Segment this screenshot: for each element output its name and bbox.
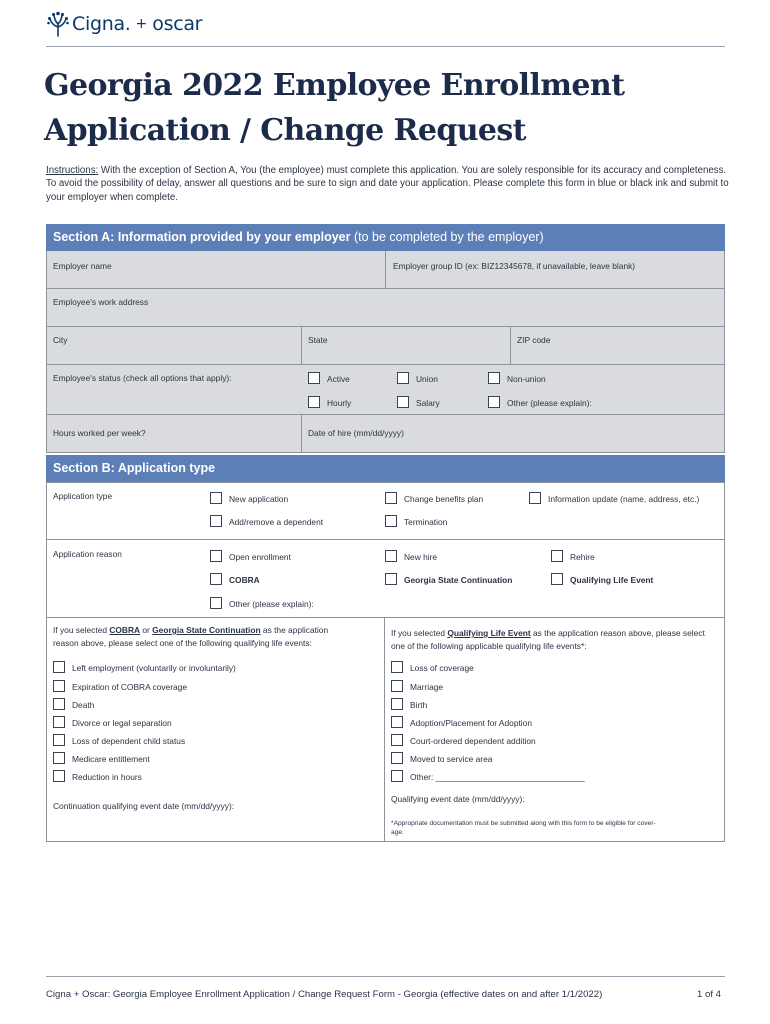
qle-intro-post: as the application reason above, please select xyxy=(530,628,705,638)
open-enrollment-checkbox[interactable] xyxy=(210,550,222,562)
work-address-row xyxy=(47,289,724,327)
add-remove-dependent-label: Add/remove a dependent xyxy=(229,517,324,527)
cobra-expiration-checkbox[interactable] xyxy=(53,680,65,692)
georgia-state-continuation-label: Georgia State Continuation xyxy=(404,575,513,585)
active-checkbox[interactable] xyxy=(308,372,320,384)
divider xyxy=(301,415,302,452)
qle-intro xyxy=(391,627,705,653)
cobra-event-date-field[interactable]: Continuation qualifying event date (mm/dd/yyyy): xyxy=(53,801,235,811)
state-field[interactable]: State xyxy=(308,335,328,345)
cobra-intro-or: or xyxy=(140,625,153,635)
page-title xyxy=(44,63,734,153)
divorce-label: Divorce or legal separation xyxy=(72,718,172,728)
section-b-form xyxy=(46,482,725,842)
change-benefits-label: Change benefits plan xyxy=(404,494,484,504)
new-application-label: New application xyxy=(229,494,289,504)
info-update-label: Information update (name, address, etc.) xyxy=(548,494,700,504)
qualifying-life-event-checkbox[interactable] xyxy=(551,573,563,585)
new-hire-checkbox[interactable] xyxy=(385,550,397,562)
medicare-checkbox[interactable] xyxy=(53,752,65,764)
section-b-header xyxy=(46,455,725,482)
other-reason-label: Other (please explain): xyxy=(229,599,314,609)
active-label: Active xyxy=(327,374,350,384)
cobra-intro-cobra: COBRA xyxy=(109,625,141,635)
georgia-state-continuation-checkbox[interactable] xyxy=(385,573,397,585)
instructions-label: Instructions: xyxy=(46,165,99,176)
city-state-zip-row xyxy=(47,327,724,365)
hire-date-field[interactable]: Date of hire (mm/dd/yyyy) xyxy=(308,428,404,438)
brand-oscar: oscar xyxy=(152,13,203,35)
zip-field[interactable]: ZIP code xyxy=(517,335,551,345)
documentation-note xyxy=(391,819,656,837)
change-benefits-checkbox[interactable] xyxy=(385,492,397,504)
adoption-label: Adoption/Placement for Adoption xyxy=(410,718,532,728)
section-b-title: Section B: Application type xyxy=(53,461,216,475)
left-employment-checkbox[interactable] xyxy=(53,661,65,673)
other-status-label: Other (please explain): xyxy=(507,398,592,408)
divider xyxy=(385,251,386,288)
divider xyxy=(47,539,724,540)
section-a-subtitle: (to be completed by the employer) xyxy=(350,230,544,244)
info-update-checkbox[interactable] xyxy=(529,492,541,504)
qle-intro-qle: Qualifying Life Event xyxy=(447,628,531,638)
salary-checkbox[interactable] xyxy=(397,396,409,408)
cobra-intro-line2: reason above, please select one of the following qualifying life events: xyxy=(53,638,312,648)
divider xyxy=(384,617,385,842)
section-a-title: Section A: Information provided by your employer xyxy=(53,230,351,244)
cobra-expiration-label: Expiration of COBRA coverage xyxy=(72,682,187,692)
loss-of-coverage-label: Loss of coverage xyxy=(410,663,474,673)
moved-service-area-label: Moved to service area xyxy=(410,754,493,764)
section-a-header xyxy=(46,224,725,251)
termination-checkbox[interactable] xyxy=(385,515,397,527)
birth-checkbox[interactable] xyxy=(391,698,403,710)
qle-event-date-field[interactable]: Qualifying event date (mm/dd/yyyy): xyxy=(391,794,525,804)
hours-field[interactable]: Hours worked per week? xyxy=(53,428,146,438)
cobra-label: COBRA xyxy=(229,575,260,585)
qualifying-life-event-label: Qualifying Life Event xyxy=(570,575,654,585)
court-ordered-label: Court-ordered dependent addition xyxy=(410,736,536,746)
loss-dependent-status-checkbox[interactable] xyxy=(53,734,65,746)
footer-text: Cigna + Oscar: Georgia Employee Enrollment Application / Change Request Form - Georgia (effective dates on and after 1/1/2022) xyxy=(46,989,603,1000)
new-application-checkbox[interactable] xyxy=(210,492,222,504)
other-reason-checkbox[interactable] xyxy=(210,597,222,609)
medicare-label: Medicare entitlement xyxy=(72,754,150,764)
note-line-2: age. xyxy=(391,829,404,836)
title-line-2: Application / Change Request xyxy=(44,113,526,148)
brand-cigna: Cigna. xyxy=(72,13,131,35)
marriage-label: Marriage xyxy=(410,682,444,692)
other-status-checkbox[interactable] xyxy=(488,396,500,408)
note-line-1: *Appropriate documentation must be submitted along with this form to be eligible for cover- xyxy=(391,820,656,827)
hourly-checkbox[interactable] xyxy=(308,396,320,408)
instructions xyxy=(46,164,730,204)
rehire-label: Rehire xyxy=(570,552,595,562)
title-line-1: Georgia 2022 Employee Enrollment xyxy=(44,68,625,103)
employer-name-field[interactable]: Employer name xyxy=(53,261,112,271)
cobra-intro-post: as the application xyxy=(260,625,329,635)
qle-intro-line2: one of the following applicable qualifying life events*: xyxy=(391,641,587,651)
footer-divider xyxy=(46,976,725,977)
cobra-intro-pre: If you selected xyxy=(53,625,110,635)
court-ordered-checkbox[interactable] xyxy=(391,734,403,746)
status-row xyxy=(47,365,724,415)
left-employment-label: Left employment (voluntarily or involuntarily) xyxy=(72,663,236,673)
city-field[interactable]: City xyxy=(53,335,68,345)
group-id-field[interactable]: Employer group ID (ex: BIZ12345678, if unavailable, leave blank) xyxy=(393,261,636,271)
application-reason-label: Application reason xyxy=(53,549,122,559)
status-label: Employee's status (check all options that apply): xyxy=(53,373,232,383)
hourly-label: Hourly xyxy=(327,398,352,408)
non-union-checkbox[interactable] xyxy=(488,372,500,384)
other-qle-checkbox[interactable] xyxy=(391,770,403,782)
loss-dependent-status-label: Loss of dependent child status xyxy=(72,736,186,746)
cigna-tree-icon xyxy=(46,11,70,37)
hours-row xyxy=(47,415,724,452)
work-address-field[interactable]: Employee's work address xyxy=(53,297,149,307)
divider xyxy=(510,327,511,364)
reduction-hours-checkbox[interactable] xyxy=(53,770,65,782)
page-number: 1 of 4 xyxy=(697,989,722,1000)
divider xyxy=(301,327,302,364)
employer-row xyxy=(47,251,724,289)
moved-service-area-checkbox[interactable] xyxy=(391,752,403,764)
new-hire-label: New hire xyxy=(404,552,438,562)
death-label: Death xyxy=(72,700,95,710)
application-type-label: Application type xyxy=(53,491,113,501)
divider xyxy=(47,617,724,618)
reduction-hours-label: Reduction in hours xyxy=(72,772,142,782)
salary-label: Salary xyxy=(416,398,440,408)
divorce-checkbox[interactable] xyxy=(53,716,65,728)
union-label: Union xyxy=(416,374,438,384)
cigna-oscar-logo xyxy=(46,10,202,38)
union-checkbox[interactable] xyxy=(397,372,409,384)
qle-intro-pre: If you selected xyxy=(391,628,448,638)
adoption-checkbox[interactable] xyxy=(391,716,403,728)
cobra-intro-gsc: Georgia State Continuation xyxy=(152,625,261,635)
section-a-form xyxy=(46,251,725,453)
cobra-checkbox[interactable] xyxy=(210,573,222,585)
add-remove-dependent-checkbox[interactable] xyxy=(210,515,222,527)
death-checkbox[interactable] xyxy=(53,698,65,710)
birth-label: Birth xyxy=(410,700,428,710)
loss-of-coverage-checkbox[interactable] xyxy=(391,661,403,673)
marriage-checkbox[interactable] xyxy=(391,680,403,692)
header-divider xyxy=(46,46,725,47)
non-union-label: Non-union xyxy=(507,374,546,384)
cobra-intro xyxy=(53,624,328,650)
rehire-checkbox[interactable] xyxy=(551,550,563,562)
open-enrollment-label: Open enrollment xyxy=(229,552,291,562)
other-qle-field[interactable]: Other: ________________________________ xyxy=(410,772,585,782)
instructions-text: With the exception of Section A, You (the employee) must complete this application. You are solely responsible for its accuracy and completeness. To avoid the possibility of delay, answer all questions and be sure to sign and date your application. Please complete this form in blue or black ink and submit to your employer when complete. xyxy=(46,165,729,203)
termination-label: Termination xyxy=(404,517,448,527)
brand-plus: + xyxy=(135,16,148,32)
